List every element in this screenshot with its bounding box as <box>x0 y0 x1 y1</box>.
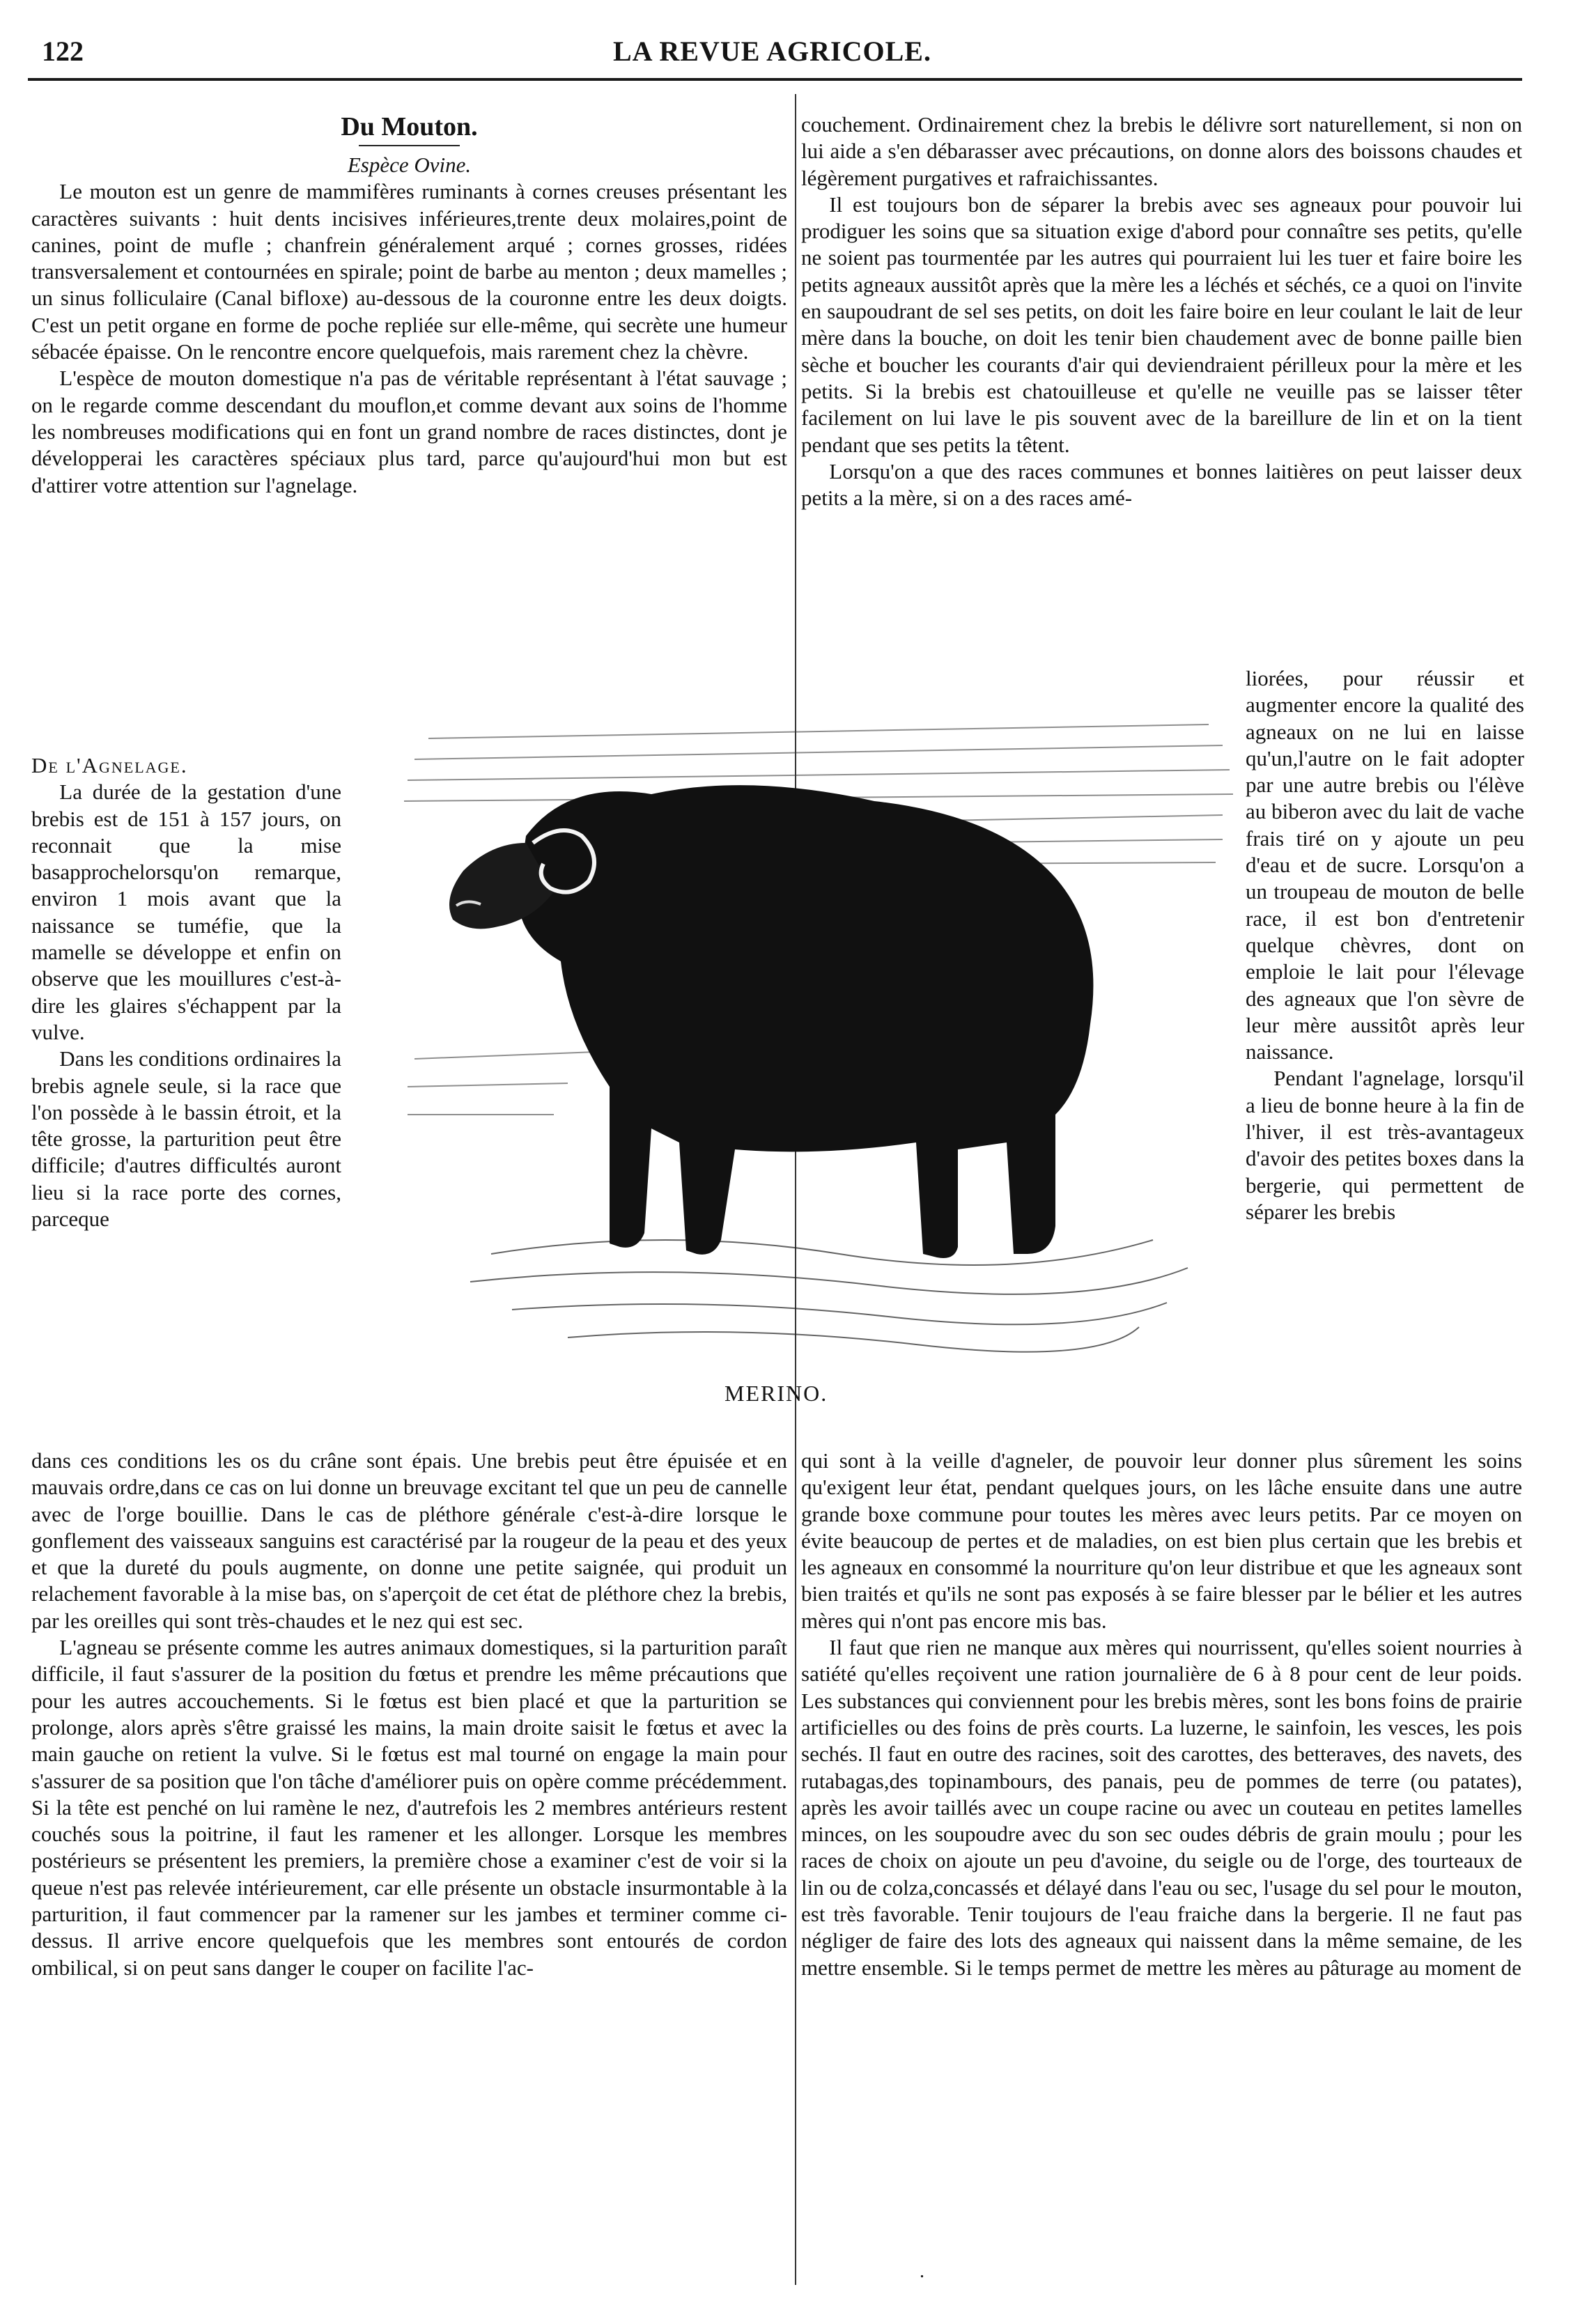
paragraph: Lorsqu'on a que des races communes et bonnes laitières on peut laisser deux petits a la mère, si on a des races amé- <box>801 458 1522 511</box>
paragraph: L'espèce de mouton domestique n'a pas de véritable représentant à l'état sauvage ; on le regarde comme descendant du mouflon,et comme devant aux soins de l'homme les nombreuses modifications qui en font un grand nombre de races distinctes, dont je développerai les caractères spéciaux plus tard, parce qu'aujourd'hui mon but est d'attirer votre attention sur l'agnelage. <box>31 366 787 497</box>
right-column-wrap <box>1246 665 1524 1225</box>
paragraph: Le mouton est un genre de mammifères ruminants à cornes creuses présentant les caractères suivants : huit dents incisives inférieures,trente deux molaires,point de canines, point de mufle ; chanfrein généralement arqué ; cornes grosses, ridées transversalement et contournées en spirale; point de barbe au menton ; deux mamelles ; un sinus folliculaire (Canal bifloxe) au-dessous de la couronne entre les deux doigts. C'est un petit organe en forme de poche repliée sur elle-même, qui secrète une humeur sébacée épaisse. On le rencontre encore quelquefois, mais rarement chez la chèvre. <box>31 179 787 364</box>
page-number: 122 <box>42 36 84 67</box>
paragraph: L'agneau se présente comme les autres animaux domestiques, si la parturition paraît difficile, il faut s'assurer de la position du fœtus et prendre les même précautions que pour les autres accouchements. Si le fœtus est bien placé et que la parturition se prolonge, alors après s'être graissé les mains, la main droite saisit le fœtus et avec la main gauche on retient la vulve. Si le fœtus est mal tourné on engage la main pour s'assurer de sa position que l'on tâche d'améliorer puis on opère comme précédemment. Si la tête est penché on lui ramène le nez, d'autrefois les 2 membres antérieurs restent couchés sous la poitrine, il faut les ramener et les allonger. Lorsque les membres postérieurs se présentent les premiers, la première chose a examiner c'est de voir si la queue n'est pas relevée intérieurement, car elle présente un obstacle insurmontable à la parturition, il faut commencer par la ramener sur les jambes et terminer comme ci-dessus. Il arrive encore quelquefois que les membres sont entourés de cordon ombilical, si on peut sans danger le couper on facilite l'ac- <box>31 1635 787 1980</box>
illustration-caption: MERINO. <box>725 1381 828 1406</box>
left-column-wrap <box>31 752 341 1232</box>
paragraph: La durée de la gestation d'une brebis est de 151 à 157 jours, on reconnait que la mise basapprochelorsqu'on remarque, environ 1 mois avant que la naissance se tuméfie, que la mamelle se développe et enfin on observe que les mouillures c'est-à-dire les glaires s'échappent par la vulve. <box>31 780 341 1044</box>
header-rule <box>28 78 1522 81</box>
left-column-bottom <box>31 1448 787 1981</box>
page-header <box>28 35 1526 79</box>
right-column-bottom <box>801 1448 1522 1981</box>
ram-engraving-icon <box>387 697 1247 1386</box>
paragraph: dans ces conditions les os du crâne sont épais. Une brebis peut être épuisée et en mauvais ordre,dans ce cas on lui donne un breuvage excitant tel que un peu de cannelle avec de l'orge bouillie. Dans le cas de pléthore générale c'est-à-dire lorsque le gonflement des vaisseaux sanguins est caractérisé par la rougeur de la peau et des yeux et que la dureté du pouls augmente, on donne une petite saignée, qui produit un relachement favorable à la mise bas, on s'aperçoit de cet état de pléthore chez la brebis, par les oreilles qui sont très-chaudes et le nez qui est sec. <box>31 1448 787 1633</box>
paragraph: qui sont à la veille d'agneler, de pouvoir leur donner plus sûrement les soins qu'exigent leur état, pendant quelques jours, on les lâche ensuite dans une autre grande boxe commune pour toutes les mères avec leurs petits. Par ce moyen on évite beaucoup de pertes et de maladies, on est bien plus certain que les brebis et les agneaux en consommé la nourriture qu'on leur distribue et que les agneaux sont bien traités et qu'ils ne sont pas exposés à se faire blesser par le bélier et les autres mères qui n'ont pas encore mis bas. <box>801 1448 1522 1633</box>
paragraph: Il faut que rien ne manque aux mères qui nourrissent, qu'elles soient nourries à satiété qu'elles reçoivent une ration journalière de 6 à 8 pour cent de leur poids. Les substances qui conviennent pour les brebis mères, sont les bons foins de prairie artificielles ou des foins de près courts. La luzerne, le sainfoin, les vesces, les pois sechés. Il faut en outre des racines, soit des carottes, des betteraves, des navets, des rutabagas,des topinambours, des panais, peu de pommes de terre (ou patates), après les avoir taillés avec un coupe racine ou avec un couteau en petites lamelles minces, on les soupoudre avec du son sec oudes débris de grain moulu ; pour les races de choix on ajoute un peu d'avoine, du seigle ou de l'orge, des tourteaux de lin ou de colza,concassés et délayé dans l'eau ou sec, l'usage du sel pour le mouton, est très favorable. Tenir toujours de l'eau fraiche dans la bergerie. Il ne faut pas négliger de faire des lots des agneaux qui naissent dans la même semaine, de les mettre ensemble. Si le temps permet de mettre les mères au pâturage au moment de <box>801 1635 1522 1980</box>
right-column-top <box>801 111 1522 511</box>
running-title: LA REVUE AGRICOLE. <box>613 36 931 67</box>
paragraph: couchement. Ordinairement chez la brebis le délivre sort naturellement, si non on lui aide a s'en débarasser avec précautions, on donne alors des boissons chaudes et légèrement purgatives et rafraichissantes. <box>801 112 1522 190</box>
paragraph: Il est toujours bon de séparer la brebis avec ses agneaux pour pouvoir lui prodiguer les soins que sa situation exige d'abord pour connaître ses petits, qu'elle ne soient pas tourmentée par les autres qui pourraient lui les tuer et faire boire les petits agneaux aussitôt après que la mère les a léchés et séchés, ce a quoi on l'invite en saupoudrant de sel ses petits, on doit les faire boire en leur coulant le lait de leur mère dans la bouche, on doit les tenir bien chaudement avec de bonne paille bien sèche et boucher les courants d'air qui deviendraient périlleux pour la mère et les petits. Si la brebis est chatouilleuse et qu'elle ne veuille pas se laisser têter facilement on lui lave le pis souvent avec de la bareillure de lin et on la tient pendant que ses petits la têtent. <box>801 192 1522 457</box>
left-column-top <box>31 111 787 499</box>
paragraph: liorées, pour réussir et augmenter encore la qualité des agneaux on ne lui en laisse qu'un,l'autre on le fait adopter par une autre brebis ou l'élève au biberon avec du lait de vache frais tiré on y ajoute un peu d'eau et de sucre. Lorsqu'on a un troupeau de mouton de belle race, il est bon d'entretenir quelque chèvres, dont on emploie le lait pour l'élevage des agneaux que l'on sèvre de leur mère aussitôt après leur naissance. <box>1246 666 1524 1064</box>
article-title: Du Mouton. <box>341 112 478 141</box>
footer-mark: . <box>920 2261 924 2282</box>
section-heading: De l'Agnelage. <box>31 753 188 777</box>
article-subtitle: Espèce Ovine. <box>347 153 472 177</box>
title-rule <box>359 145 460 146</box>
paragraph: Dans les conditions ordinaires la brebis agnele seule, si la race que l'on possède à le bassin étroit, et la tête grosse, la parturition peut être difficile; d'autres difficultés auront lieu si la race porte des cornes, parceque <box>31 1046 341 1232</box>
paragraph: Pendant l'agnelage, lorsqu'il a lieu de bonne heure à la fin de l'hiver, il est très-avantageux d'avoir des petites boxes dans la bergerie, qui permettent de séparer les brebis <box>1246 1066 1524 1224</box>
